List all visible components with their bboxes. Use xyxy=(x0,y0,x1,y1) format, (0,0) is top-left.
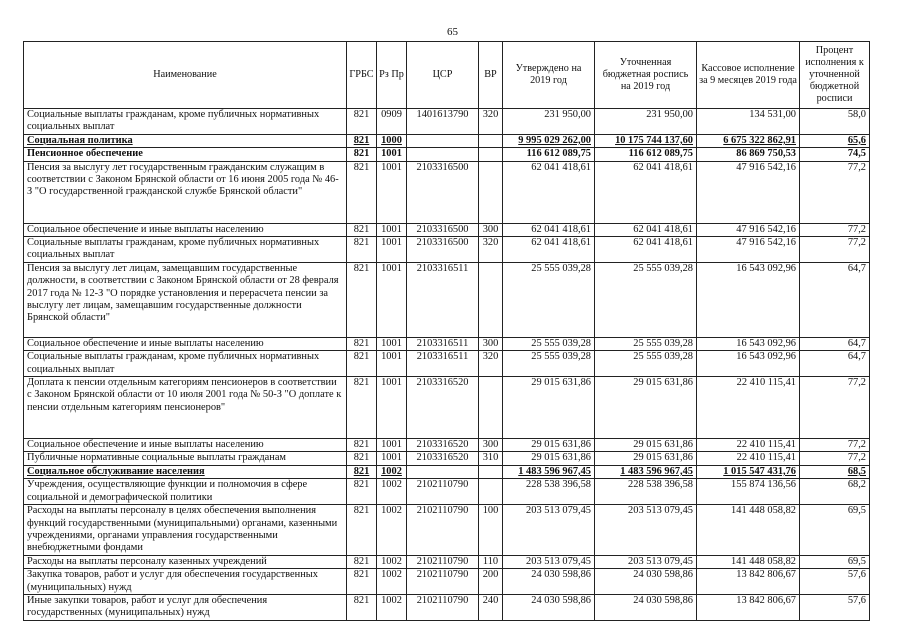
header-cash: Кассовое исполнение за 9 месяцев 2019 года xyxy=(697,42,800,109)
cell-approved: 29 015 631,86 xyxy=(503,452,595,465)
cell-revised: 62 041 418,61 xyxy=(595,161,697,223)
table-row xyxy=(24,109,870,135)
cell-csr: 2103316511 xyxy=(407,351,479,377)
cell-percent: 77,2 xyxy=(800,377,870,439)
cell-revised: 24 030 598,86 xyxy=(595,569,697,595)
cell-csr: 2102110790 xyxy=(407,594,479,620)
cell-grbs: 821 xyxy=(347,569,377,595)
cell-approved: 62 041 418,61 xyxy=(503,237,595,263)
cell-rzpr: 1002 xyxy=(377,505,407,556)
cell-approved: 25 555 039,28 xyxy=(503,337,595,350)
header-grbs: ГРБС xyxy=(347,42,377,109)
cell-cash: 47 916 542,16 xyxy=(697,161,800,223)
cell-revised: 25 555 039,28 xyxy=(595,262,697,337)
cell-percent: 68,2 xyxy=(800,479,870,505)
header-vr: ВР xyxy=(479,42,503,109)
cell-rzpr: 1001 xyxy=(377,161,407,223)
cell-csr: 2103316520 xyxy=(407,452,479,465)
cell-vr xyxy=(479,479,503,505)
cell-revised: 24 030 598,86 xyxy=(595,594,697,620)
cell-csr xyxy=(407,148,479,161)
cell-grbs: 821 xyxy=(347,161,377,223)
cell-percent: 77,2 xyxy=(800,452,870,465)
cell-csr: 1401613790 xyxy=(407,109,479,135)
cell-grbs: 821 xyxy=(347,351,377,377)
cell-cash: 134 531,00 xyxy=(697,109,800,135)
table-row xyxy=(24,161,870,223)
cell-approved: 29 015 631,86 xyxy=(503,377,595,439)
cell-csr: 2102110790 xyxy=(407,505,479,556)
cell-rzpr: 1002 xyxy=(377,594,407,620)
cell-grbs: 821 xyxy=(347,439,377,452)
cell-csr: 2102110790 xyxy=(407,569,479,595)
cell-percent: 57,6 xyxy=(800,569,870,595)
cell-approved: 29 015 631,86 xyxy=(503,439,595,452)
table-row xyxy=(24,262,870,337)
cell-vr: 200 xyxy=(479,569,503,595)
cell-name: Социальное обеспечение и иные выплаты населению xyxy=(24,223,347,236)
cell-cash: 13 842 806,67 xyxy=(697,569,800,595)
cell-revised: 1 483 596 967,45 xyxy=(595,465,697,478)
cell-percent: 69,5 xyxy=(800,555,870,568)
cell-name: Социальное обслуживание населения xyxy=(24,465,347,478)
cell-percent: 64,7 xyxy=(800,262,870,337)
cell-name: Пенсия за выслугу лет государственным гражданским служащим в соответствии с Законом Брянской области от 16 июня 2005 года № 46-З "О государственной гражданской службе Брянской области" xyxy=(24,161,347,223)
cell-name: Доплата к пенсии отдельным категориям пенсионеров в соответствии с Законом Брянской области от 10 июля 2001 года № 50-З "О доплате к пенсии отдельным категориям пенсионеров" xyxy=(24,377,347,439)
cell-rzpr: 1002 xyxy=(377,479,407,505)
cell-revised: 25 555 039,28 xyxy=(595,351,697,377)
cell-approved: 203 513 079,45 xyxy=(503,505,595,556)
cell-name: Социальное обеспечение и иные выплаты населению xyxy=(24,337,347,350)
cell-approved: 1 483 596 967,45 xyxy=(503,465,595,478)
cell-percent: 57,6 xyxy=(800,594,870,620)
cell-approved: 228 538 396,58 xyxy=(503,479,595,505)
cell-grbs: 821 xyxy=(347,479,377,505)
cell-rzpr: 1001 xyxy=(377,223,407,236)
cell-percent: 64,7 xyxy=(800,351,870,377)
cell-vr xyxy=(479,377,503,439)
cell-grbs: 821 xyxy=(347,337,377,350)
cell-grbs: 821 xyxy=(347,109,377,135)
cell-csr: 2103316520 xyxy=(407,439,479,452)
table-row xyxy=(24,594,870,620)
header-percent: Процент исполнения к уточненной бюджетной росписи xyxy=(800,42,870,109)
cell-percent: 64,7 xyxy=(800,337,870,350)
cell-vr: 300 xyxy=(479,223,503,236)
cell-cash: 141 448 058,82 xyxy=(697,505,800,556)
cell-name: Социальная политика xyxy=(24,134,347,147)
header-name: Наименование xyxy=(24,42,347,109)
table-row xyxy=(24,505,870,556)
cell-revised: 203 513 079,45 xyxy=(595,555,697,568)
cell-approved: 9 995 029 262,00 xyxy=(503,134,595,147)
cell-percent: 68,5 xyxy=(800,465,870,478)
table-row xyxy=(24,237,870,263)
cell-cash: 16 543 092,96 xyxy=(697,337,800,350)
cell-name: Социальные выплаты гражданам, кроме публичных нормативных социальных выплат xyxy=(24,109,347,135)
cell-rzpr: 1001 xyxy=(377,377,407,439)
cell-revised: 231 950,00 xyxy=(595,109,697,135)
cell-cash: 47 916 542,16 xyxy=(697,223,800,236)
table-row xyxy=(24,134,870,147)
cell-rzpr: 1001 xyxy=(377,237,407,263)
cell-rzpr: 1000 xyxy=(377,134,407,147)
cell-grbs: 821 xyxy=(347,594,377,620)
cell-csr xyxy=(407,465,479,478)
cell-cash: 16 543 092,96 xyxy=(697,262,800,337)
cell-percent: 65,6 xyxy=(800,134,870,147)
table-header-row xyxy=(24,42,870,109)
table-row xyxy=(24,223,870,236)
cell-csr: 2103316511 xyxy=(407,337,479,350)
cell-vr: 320 xyxy=(479,109,503,135)
cell-rzpr: 1002 xyxy=(377,569,407,595)
cell-rzpr: 1002 xyxy=(377,555,407,568)
cell-cash: 13 842 806,67 xyxy=(697,594,800,620)
cell-grbs: 821 xyxy=(347,134,377,147)
cell-vr: 110 xyxy=(479,555,503,568)
cell-approved: 62 041 418,61 xyxy=(503,161,595,223)
table-row xyxy=(24,377,870,439)
cell-name: Расходы на выплаты персоналу в целях обеспечения выполнения функций государственными (муниципальными) органами, казенными учреждениями, органами управления государственными внебюджетными фондами xyxy=(24,505,347,556)
cell-rzpr: 1001 xyxy=(377,452,407,465)
cell-approved: 24 030 598,86 xyxy=(503,594,595,620)
cell-grbs: 821 xyxy=(347,452,377,465)
cell-name: Иные закупки товаров, работ и услуг для обеспечения государственных (муниципальных) нужд xyxy=(24,594,347,620)
cell-csr: 2103316500 xyxy=(407,223,479,236)
table-row xyxy=(24,479,870,505)
header-revised: Уточненная бюджетная роспись на 2019 год xyxy=(595,42,697,109)
cell-grbs: 821 xyxy=(347,237,377,263)
cell-rzpr: 1001 xyxy=(377,148,407,161)
cell-approved: 24 030 598,86 xyxy=(503,569,595,595)
cell-revised: 203 513 079,45 xyxy=(595,505,697,556)
cell-cash: 141 448 058,82 xyxy=(697,555,800,568)
cell-name: Социальные выплаты гражданам, кроме публичных нормативных социальных выплат xyxy=(24,237,347,263)
budget-table xyxy=(23,41,870,621)
cell-vr: 320 xyxy=(479,351,503,377)
cell-vr: 300 xyxy=(479,439,503,452)
cell-cash: 1 015 547 431,76 xyxy=(697,465,800,478)
cell-name: Учреждения, осуществляющие функции и полномочия в сфере социальной и демографической политики xyxy=(24,479,347,505)
cell-revised: 62 041 418,61 xyxy=(595,223,697,236)
cell-name: Пенсия за выслугу лет лицам, замещавшим государственные должности, в соответствии с Законом Брянской области от 28 февраля 2017 года № 12-З "О порядке установления и перерасчета пенсии за выслугу лет лицам, замещавшим государственные должности Брянской области" xyxy=(24,262,347,337)
cell-percent: 77,2 xyxy=(800,439,870,452)
table-row xyxy=(24,555,870,568)
cell-csr: 2103316500 xyxy=(407,237,479,263)
cell-grbs: 821 xyxy=(347,262,377,337)
cell-name: Социальное обеспечение и иные выплаты населению xyxy=(24,439,347,452)
header-approved: Утверждено на 2019 год xyxy=(503,42,595,109)
cell-vr: 320 xyxy=(479,237,503,263)
cell-name: Пенсионное обеспечение xyxy=(24,148,347,161)
cell-rzpr: 1001 xyxy=(377,439,407,452)
cell-name: Закупка товаров, работ и услуг для обеспечения государственных (муниципальных) нужд xyxy=(24,569,347,595)
cell-approved: 25 555 039,28 xyxy=(503,351,595,377)
cell-cash: 22 410 115,41 xyxy=(697,439,800,452)
cell-grbs: 821 xyxy=(347,223,377,236)
cell-revised: 10 175 744 137,60 xyxy=(595,134,697,147)
cell-cash: 16 543 092,96 xyxy=(697,351,800,377)
table-row xyxy=(24,452,870,465)
cell-cash: 6 675 322 862,91 xyxy=(697,134,800,147)
cell-csr: 2102110790 xyxy=(407,555,479,568)
cell-vr: 240 xyxy=(479,594,503,620)
cell-vr xyxy=(479,134,503,147)
cell-grbs: 821 xyxy=(347,377,377,439)
cell-percent: 77,2 xyxy=(800,161,870,223)
cell-revised: 62 041 418,61 xyxy=(595,237,697,263)
cell-csr: 2103316511 xyxy=(407,262,479,337)
cell-percent: 69,5 xyxy=(800,505,870,556)
cell-vr: 100 xyxy=(479,505,503,556)
cell-cash: 22 410 115,41 xyxy=(697,377,800,439)
cell-cash: 22 410 115,41 xyxy=(697,452,800,465)
cell-rzpr: 1001 xyxy=(377,262,407,337)
cell-cash: 47 916 542,16 xyxy=(697,237,800,263)
cell-name: Социальные выплаты гражданам, кроме публичных нормативных социальных выплат xyxy=(24,351,347,377)
cell-revised: 29 015 631,86 xyxy=(595,452,697,465)
cell-percent: 77,2 xyxy=(800,237,870,263)
cell-approved: 231 950,00 xyxy=(503,109,595,135)
cell-csr: 2102110790 xyxy=(407,479,479,505)
cell-revised: 25 555 039,28 xyxy=(595,337,697,350)
cell-rzpr: 1001 xyxy=(377,351,407,377)
header-rzpr: Рз Пр xyxy=(377,42,407,109)
cell-grbs: 821 xyxy=(347,465,377,478)
cell-csr xyxy=(407,134,479,147)
page-number: 65 xyxy=(447,26,458,38)
cell-grbs: 821 xyxy=(347,555,377,568)
cell-revised: 116 612 089,75 xyxy=(595,148,697,161)
cell-approved: 116 612 089,75 xyxy=(503,148,595,161)
table-row xyxy=(24,148,870,161)
cell-rzpr: 0909 xyxy=(377,109,407,135)
cell-grbs: 821 xyxy=(347,148,377,161)
cell-vr xyxy=(479,148,503,161)
cell-vr xyxy=(479,262,503,337)
cell-vr: 310 xyxy=(479,452,503,465)
cell-approved: 203 513 079,45 xyxy=(503,555,595,568)
cell-revised: 29 015 631,86 xyxy=(595,439,697,452)
cell-percent: 77,2 xyxy=(800,223,870,236)
header-csr: ЦСР xyxy=(407,42,479,109)
cell-rzpr: 1001 xyxy=(377,337,407,350)
cell-approved: 62 041 418,61 xyxy=(503,223,595,236)
cell-csr: 2103316500 xyxy=(407,161,479,223)
cell-vr: 300 xyxy=(479,337,503,350)
cell-rzpr: 1002 xyxy=(377,465,407,478)
cell-vr xyxy=(479,465,503,478)
table-row xyxy=(24,337,870,350)
cell-grbs: 821 xyxy=(347,505,377,556)
cell-approved: 25 555 039,28 xyxy=(503,262,595,337)
cell-revised: 228 538 396,58 xyxy=(595,479,697,505)
cell-revised: 29 015 631,86 xyxy=(595,377,697,439)
cell-name: Расходы на выплаты персоналу казенных учреждений xyxy=(24,555,347,568)
table-row xyxy=(24,569,870,595)
table-row xyxy=(24,465,870,478)
cell-percent: 74,5 xyxy=(800,148,870,161)
cell-cash: 155 874 136,56 xyxy=(697,479,800,505)
cell-vr xyxy=(479,161,503,223)
cell-percent: 58,0 xyxy=(800,109,870,135)
table-row xyxy=(24,439,870,452)
cell-cash: 86 869 750,53 xyxy=(697,148,800,161)
table-row xyxy=(24,351,870,377)
cell-name: Публичные нормативные социальные выплаты гражданам xyxy=(24,452,347,465)
cell-csr: 2103316520 xyxy=(407,377,479,439)
